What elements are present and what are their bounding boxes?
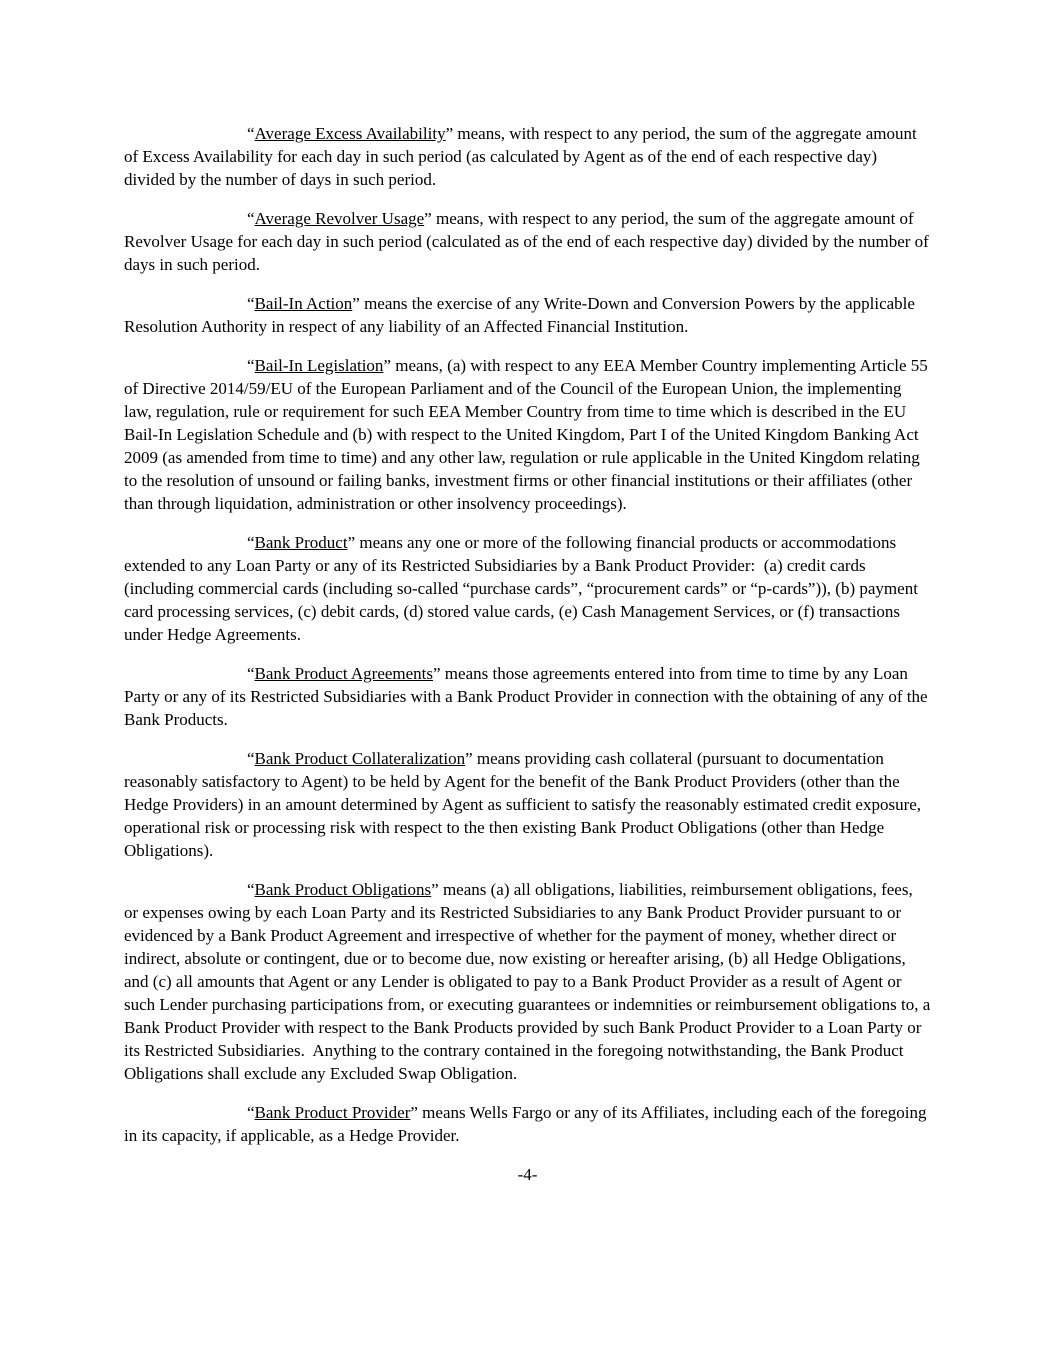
definition-text: ” means, with respect to any period, the sum of the aggregate amount of Revolver Usage for each day in such period (calculated as of the end of each respective day) divided by the number of days in such period. bbox=[124, 209, 934, 274]
definition-paragraph bbox=[124, 531, 931, 646]
definition-paragraph bbox=[124, 747, 931, 862]
open-quote: “ bbox=[247, 294, 255, 313]
defined-term: Bank Product Collateralization bbox=[254, 749, 466, 768]
page-number: -4- bbox=[517, 1165, 538, 1184]
defined-term: Bank Product bbox=[254, 533, 348, 552]
defined-term: Average Revolver Usage bbox=[254, 209, 425, 228]
definition-paragraph bbox=[124, 662, 931, 731]
defined-term: Bail-In Legislation bbox=[254, 356, 384, 375]
open-quote: “ bbox=[247, 533, 255, 552]
definition-text: ” means providing cash collateral (pursuant to documentation reasonably satisfactory to Agent) to be held by Agent for the benefit of the Bank Product Providers (other than the Hedge Providers) in an amount determined by Agent as sufficient to satisfy the reasonably estimated credit exposure, operational risk or processing risk with respect to the then existing Bank Product Obligations (other than Hedge Obligations). bbox=[124, 749, 926, 860]
defined-term: Bank Product Agreements bbox=[254, 664, 434, 683]
definition-paragraph bbox=[124, 354, 931, 515]
definition-text: ” means the exercise of any Write-Down and Conversion Powers by the applicable Resolution Authority in respect of any liability of an Affected Financial Institution. bbox=[124, 294, 920, 336]
defined-term: Bail-In Action bbox=[254, 294, 353, 313]
document-body bbox=[124, 122, 935, 1147]
open-quote: “ bbox=[247, 880, 255, 899]
definition-text: ” means (a) all obligations, liabilities, reimbursement obligations, fees, or expenses owing by each Loan Party and its Restricted Subsidiaries to any Bank Product Provider pursuant to or evidenced by a Bank Product Agreement and irrespective of whether for the payment of money, whether direct or indirect, absolute or contingent, due or to become due, now existing or hereafter arising, (b) all Hedge Obligations, and (c) all amounts that Agent or any Lender is obligated to pay to a Bank Product Provider as a result of Agent or such Lender purchasing participations from, or executing guarantees or indemnities or reimbursement obligations to, a Bank Product Provider with respect to the Bank Products provided by such Bank Product Provider to a Loan Party or its Restricted Subsidiaries. Anything to the contrary contained in the foregoing notwithstanding, the Bank Product Obligations shall exclude any Excluded Swap Obligation. bbox=[124, 880, 935, 1083]
definition-text: ” means, (a) with respect to any EEA Member Country implementing Article 55 of Directive 2014/59/EU of the European Parliament and of the Council of the European Union, the implementing law, regulation, rule or requirement for such EEA Member Country from time to time which is described in the EU Bail-In Legislation Schedule and (b) with respect to the United Kingdom, Part I of the United Kingdom Banking Act 2009 (as amended from time to time) and any other law, regulation or rule applicable in the United Kingdom relating to the resolution of unsound or failing banks, investment firms or other financial institutions or their affiliates (other than through liquidation, administration or other insolvency proceedings). bbox=[124, 356, 933, 513]
definition-paragraph bbox=[124, 1101, 931, 1147]
open-quote: “ bbox=[247, 356, 255, 375]
defined-term: Bank Product Obligations bbox=[254, 880, 432, 899]
defined-term: Average Excess Availability bbox=[254, 124, 446, 143]
definition-text: ” means Wells Fargo or any of its Affiliates, including each of the foregoing in its capacity, if applicable, as a Hedge Provider. bbox=[124, 1103, 931, 1145]
open-quote: “ bbox=[247, 1103, 255, 1122]
open-quote: “ bbox=[247, 209, 255, 228]
definition-paragraph bbox=[124, 207, 934, 276]
definition-paragraph bbox=[124, 292, 931, 338]
definition-paragraph bbox=[124, 878, 935, 1085]
definition-text: ” means any one or more of the following financial products or accommodations extended to any Loan Party or any of its Restricted Subsidiaries by a Bank Product Provider: (a) credit cards (including commercial cards (including so-called “purchase cards”, “procurement cards” or “p-cards”)), (b) payment card processing services, (c) debit cards, (d) stored value cards, (e) Cash Management Services, or (f) transactions under Hedge Agreements. bbox=[124, 533, 923, 644]
open-quote: “ bbox=[247, 124, 255, 143]
open-quote: “ bbox=[247, 664, 255, 683]
definition-text: ” means those agreements entered into from time to time by any Loan Party or any of its Restricted Subsidiaries with a Bank Product Provider in connection with the obtaining of any of the Bank Products. bbox=[124, 664, 932, 729]
defined-term: Bank Product Provider bbox=[254, 1103, 411, 1122]
open-quote: “ bbox=[247, 749, 255, 768]
definition-paragraph bbox=[124, 122, 931, 191]
definition-text: ” means, with respect to any period, the sum of the aggregate amount of Excess Availability for each day in such period (as calculated by Agent as of the end of each respective day) divided by the number of days in such period. bbox=[124, 124, 921, 189]
